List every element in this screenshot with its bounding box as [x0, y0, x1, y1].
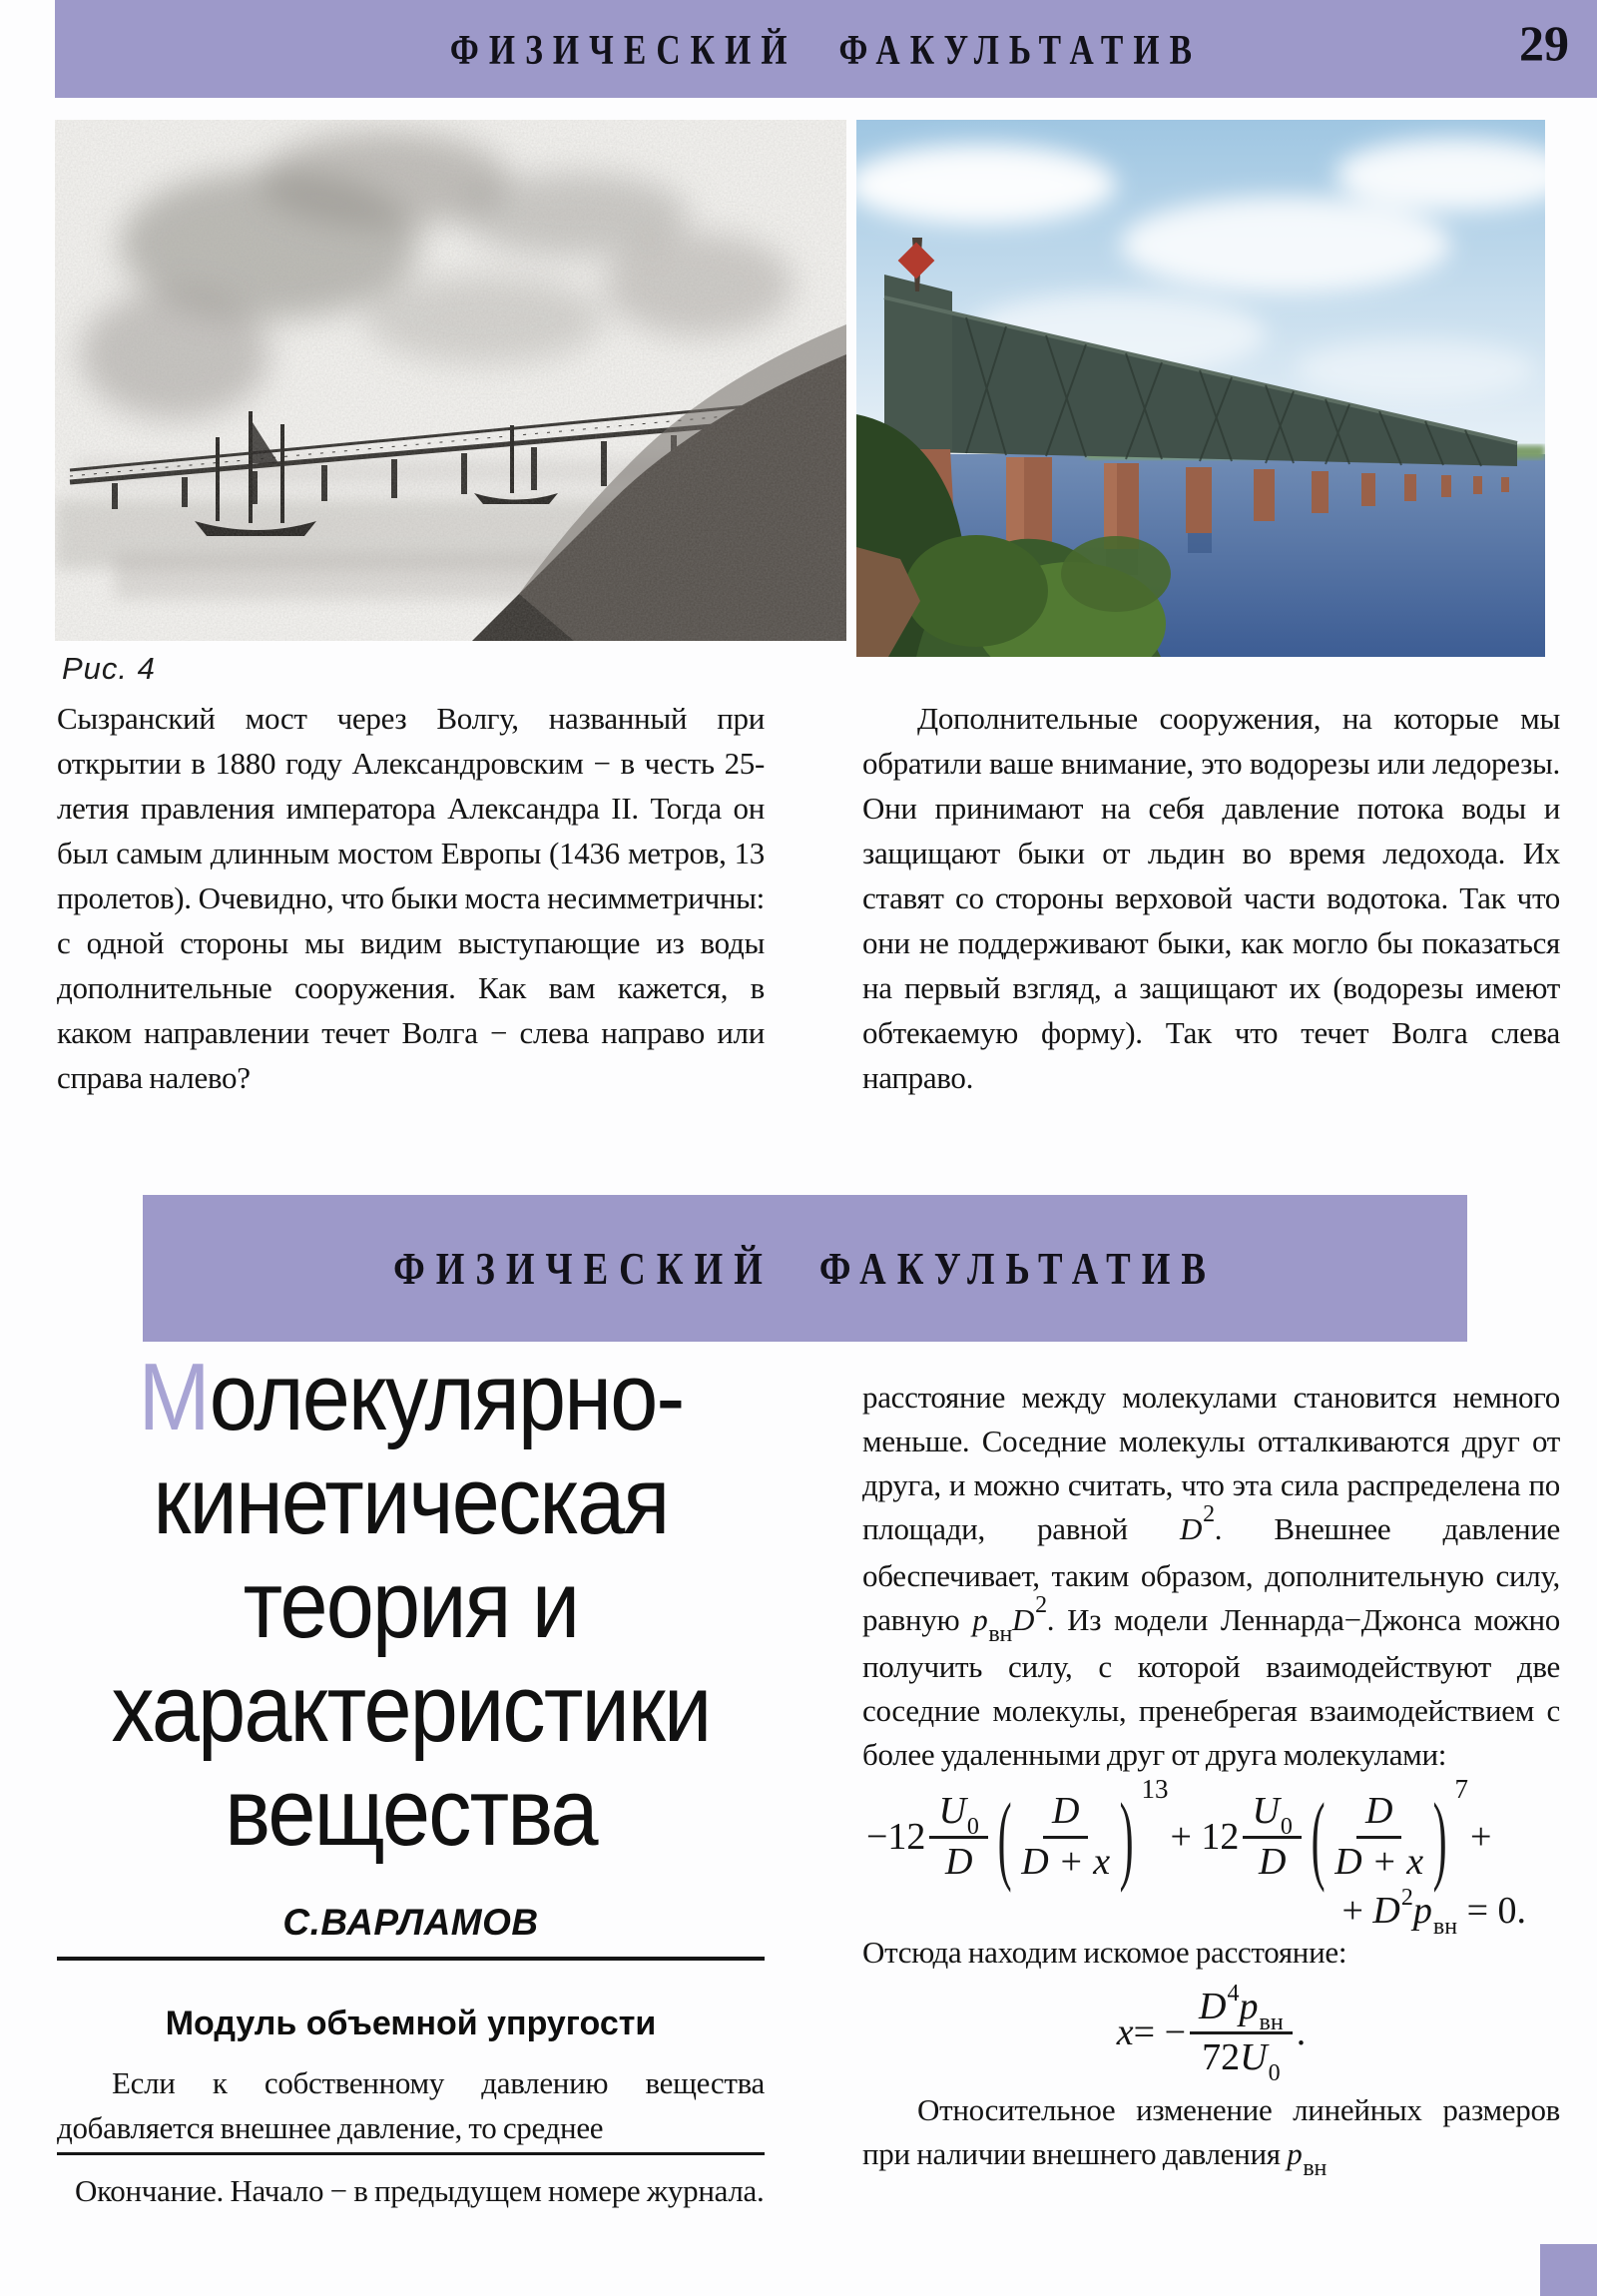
article-banner — [143, 1195, 1467, 1342]
fraction-d-dx-2: $\frac{D}{D + x}$ — [1334, 1789, 1424, 1883]
equals-minus: = − — [1133, 2011, 1187, 2053]
title-line-2: кинетическая — [153, 1447, 669, 1554]
section-header-label: ФИЗИЧЕСКИЙ ФАКУЛЬТАТИВ — [449, 28, 1203, 74]
left-paren: ( — [997, 1780, 1012, 1894]
footnote-rule — [57, 2152, 765, 2155]
title-line-1-rest: олекулярно- — [209, 1344, 684, 1450]
fraction-u0-d: $\frac{U_0}{D}$ — [929, 1790, 987, 1884]
fraction-d4p-72u0: $\frac{D^4p_{вн}}{72U_0}$ — [1190, 1986, 1293, 2079]
figure-engraving — [55, 120, 846, 641]
variable-x: x — [1116, 2011, 1134, 2053]
formula-period: . — [1296, 2011, 1307, 2053]
figure-photo — [856, 120, 1545, 657]
title-line-5: вещества — [225, 1759, 597, 1866]
article-left-paragraph: Если к собственному давлению вещества добавляется внешнее давление, то среднее — [57, 2065, 765, 2145]
left-paren-2: ( — [1311, 1780, 1326, 1894]
figure-caption: Рис. 4 — [62, 651, 156, 686]
formula-distance — [862, 1980, 1560, 2086]
photo-art — [856, 120, 1545, 657]
page-number: 29 — [1519, 15, 1569, 71]
section-header-bar — [55, 0, 1597, 98]
title-line-3: теория и — [243, 1551, 579, 1658]
right-paragraph-hence: Отсюда находим искомое расстояние: — [862, 1935, 1347, 1970]
title-line-4: характеристики — [111, 1655, 711, 1762]
formula-lennard-jones — [862, 1773, 1560, 1894]
article-banner-label: ФИЗИЧЕСКИЙ ФАКУЛЬТАТИВ — [393, 1242, 1217, 1294]
right-paragraph-relative: Относительное изменение линейных размеров при наличии внешнего давления $p_{вн}$ — [862, 2092, 1560, 2181]
formula-line-2: + $D^2p_{вн} = 0$. — [1341, 1885, 1526, 1940]
formula-coefficient: −12 — [866, 1816, 926, 1858]
corner-decoration — [1540, 2244, 1597, 2296]
article-author: С.ВАРЛАМОВ — [282, 1902, 539, 1943]
author-rule — [57, 1957, 765, 1961]
right-paragraph-molecules: расстояние между молекулами становится немного меньше. Соседние молекулы отталкиваются друг от друга, и можно считать, что эта сила распределена по площади, равной $D^2$. Внешнее давление обеспечивает, таким образом, дополнительную силу, равную $p_{вн}D^2$. Из модели Леннарда−Джонса можно получить силу, с которой взаимодействуют две соседние молекулы, пренебрегая взаимодействием с более удаленными друг от друга молекулами: — [862, 1380, 1560, 1772]
engraving-art — [55, 120, 846, 641]
formula-plus: + — [1470, 1816, 1492, 1858]
right-paren-2: ) — [1432, 1780, 1447, 1894]
footnote-text: Окончание. Начало − в предыдущем номере журнала. — [75, 2173, 765, 2208]
right-paren: ) — [1119, 1780, 1134, 1894]
title-initial: М — [138, 1344, 210, 1450]
fraction-u0-d-2: $\frac{U_0}{D}$ — [1243, 1790, 1301, 1884]
exponent-13: 13 — [1141, 1773, 1169, 1804]
intro-left-paragraph: Сызранский мост через Волгу, названный при открытии в 1880 году Александровским − в честь 25-летия правления императора Александра II. Тогда он был самым длинным мостом Европы (1436 метров, 13 пролетов). Очевидно, что быки моста несимметричны: с одной стороны мы видим выступающие из воды дополнительные сооружения. Как вам кажется, в каком направлении течет Волга − слева направо или справа налево? — [57, 701, 765, 1095]
fraction-d-dx: $\frac{D}{D + x}$ — [1021, 1789, 1111, 1883]
exponent-7: 7 — [1454, 1773, 1468, 1804]
section-subheading: Модуль объемной упругости — [165, 2005, 657, 2042]
fraction-numerator: $U_0$ — [929, 1790, 987, 1839]
formula-coefficient-2: + 12 — [1170, 1816, 1240, 1858]
title-line-1 — [92, 1346, 729, 1449]
intro-right-paragraph: Дополнительные сооружения, на которые мы обратили ваше внимание, это водорезы или ледорезы. Они принимают на себя давление потока воды и защищают быки от льдин во время ледохода. Их ставят со стороны верховой части водотока. Так что они не поддерживают быки, как могло бы показаться на первый взгляд, а защищают их (водорезы имеют обтекаемую форму). Так что течет Волга слева направо. — [862, 701, 1560, 1095]
article-right-column — [862, 1376, 1560, 2179]
article-title — [92, 1346, 729, 1865]
